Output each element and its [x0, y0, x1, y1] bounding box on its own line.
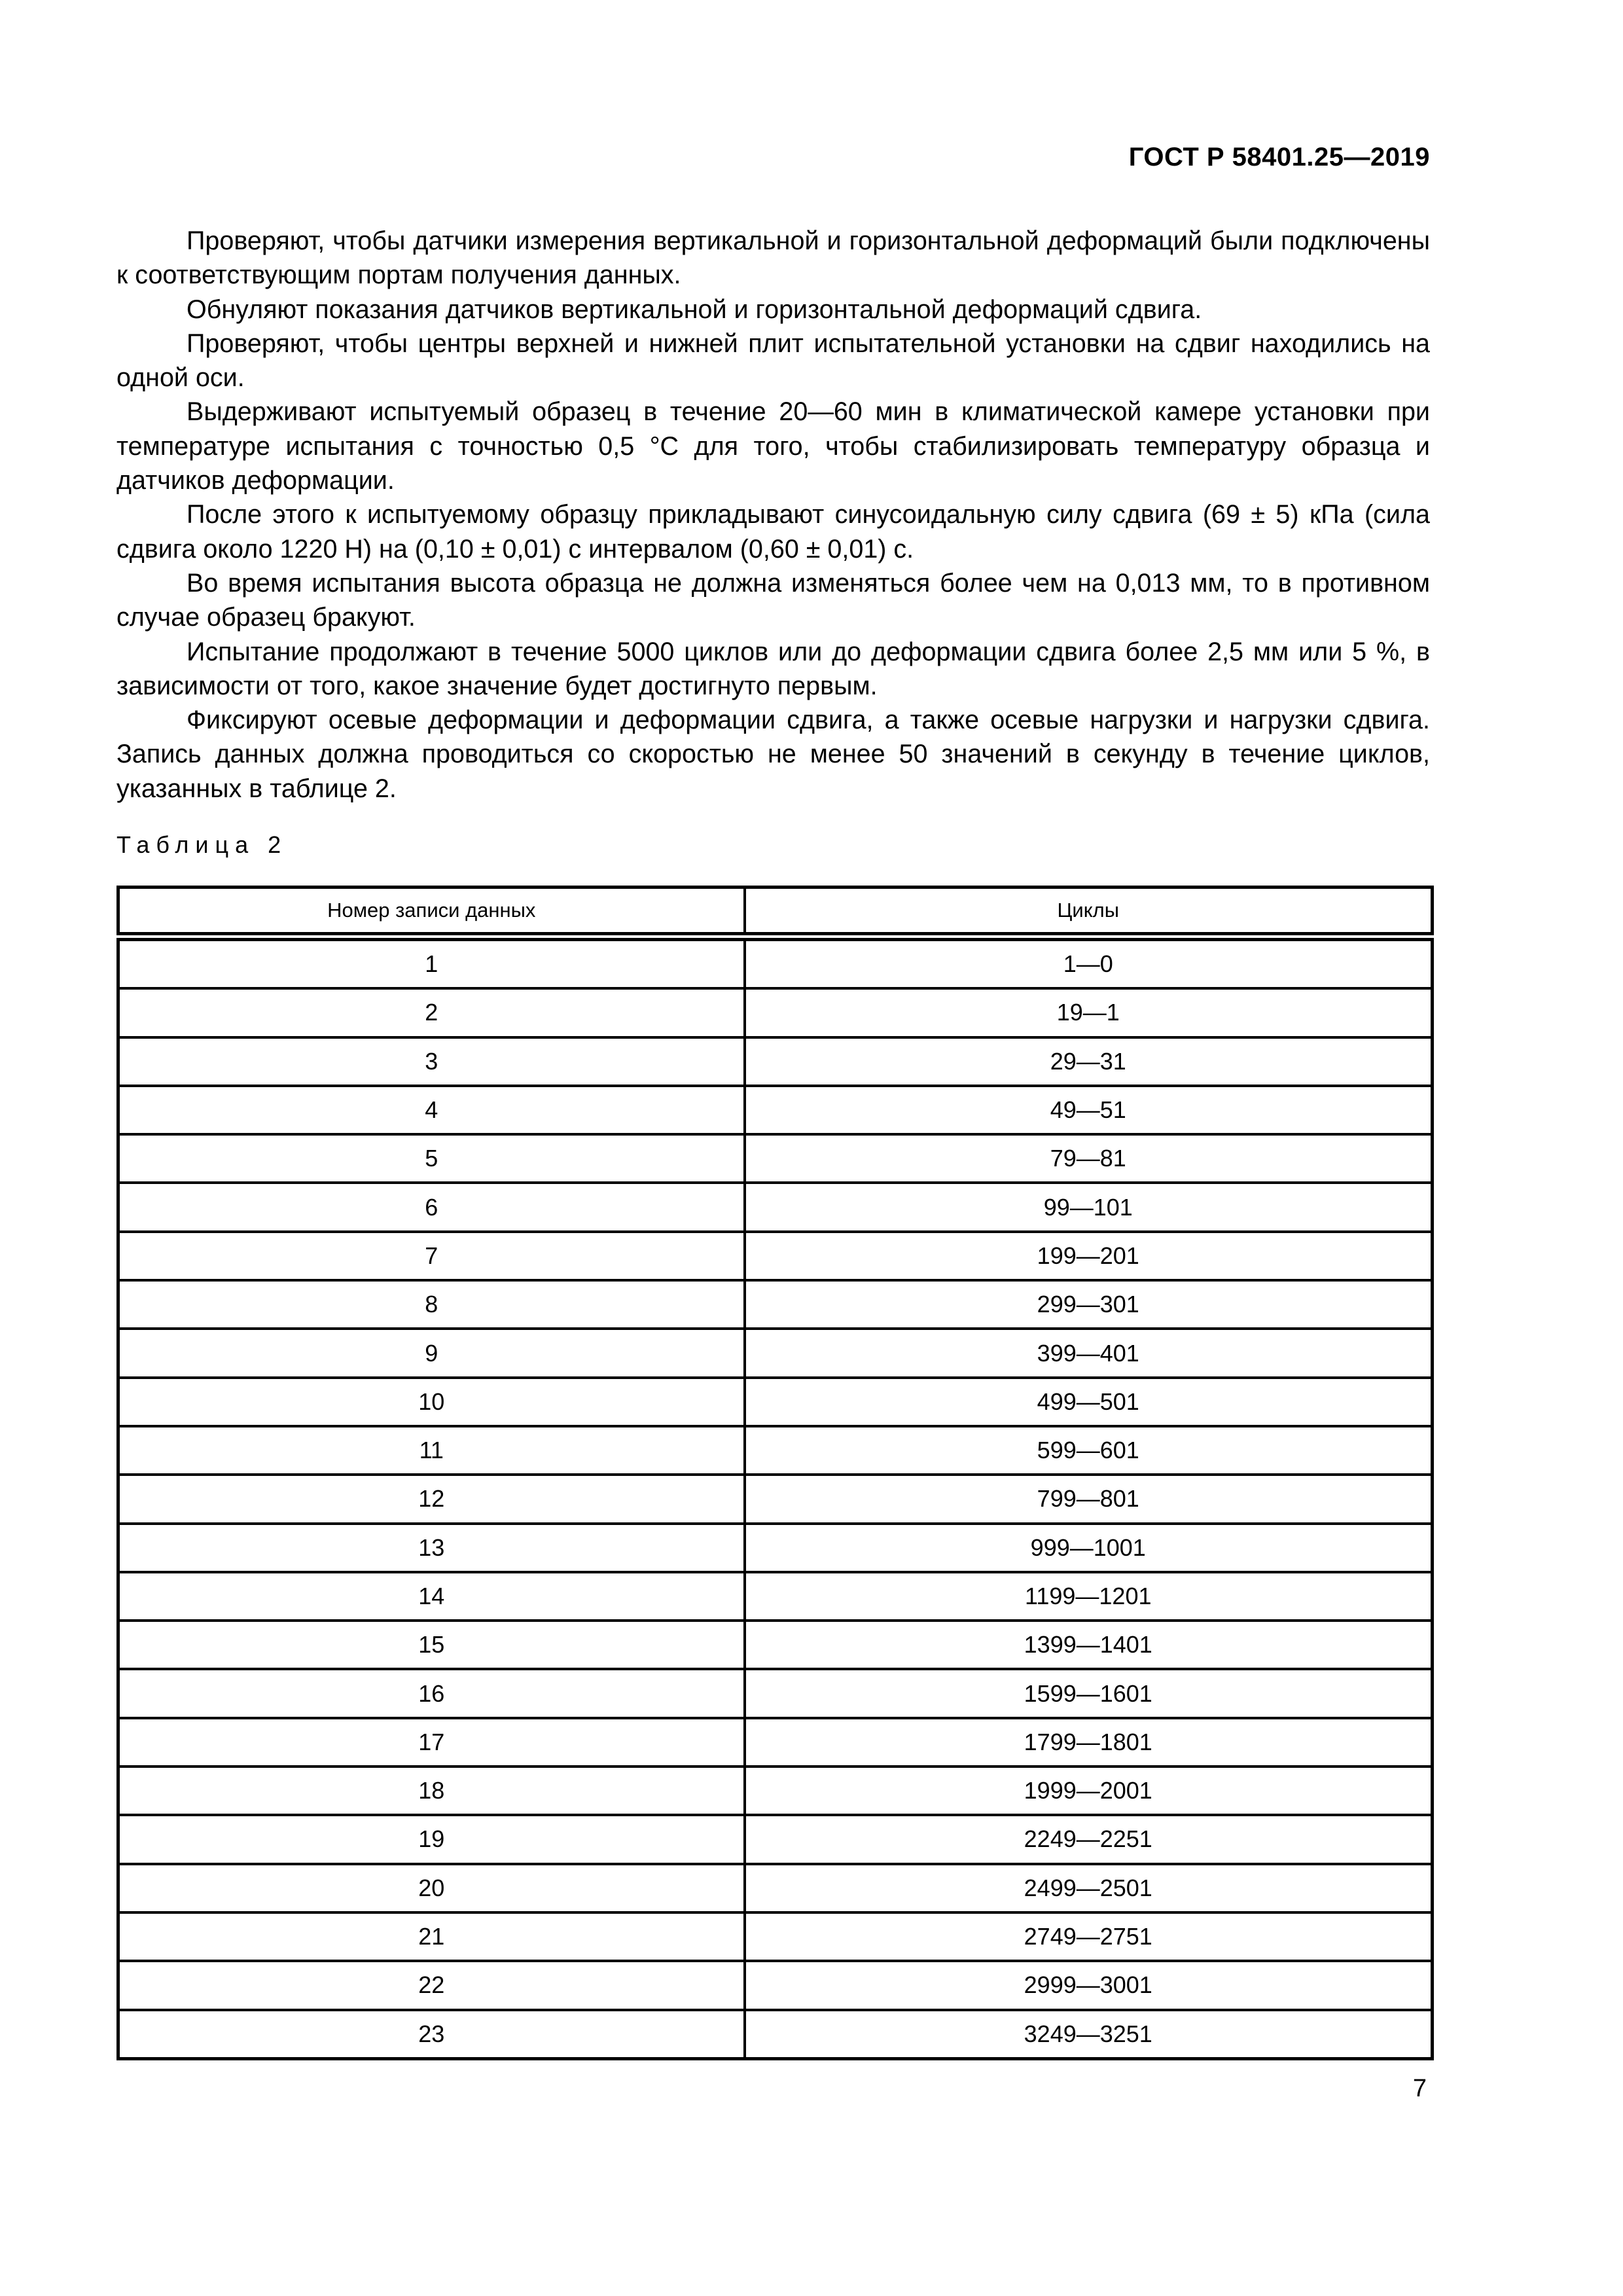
- cycles-cell: 1199—1201: [745, 1572, 1433, 1621]
- cycles-cell: 1999—2001: [745, 1767, 1433, 1815]
- cycles-cell: 19—1: [745, 988, 1433, 1037]
- record-number-cell: 15: [118, 1621, 745, 1669]
- record-number-cell: 7: [118, 1232, 745, 1280]
- document-code-header: ГОСТ Р 58401.25—2019: [1128, 143, 1430, 171]
- cycles-cell: 2999—3001: [745, 1961, 1433, 2009]
- record-number-cell: 10: [118, 1378, 745, 1426]
- paragraph: Проверяют, чтобы датчики измерения вертикальной и горизонтальной деформаций были подключены к соответствующим портам получения данных.: [116, 226, 1430, 290]
- record-number-cell: 3: [118, 1037, 745, 1086]
- cycles-cell: 299—301: [745, 1280, 1433, 1329]
- record-number-cell: 12: [118, 1475, 745, 1523]
- paragraph: Проверяют, чтобы центры верхней и нижней плит испытательной установки на сдвиг находились на одной оси.: [116, 329, 1430, 393]
- cycles-cell: 99—101: [745, 1183, 1433, 1231]
- record-number-cell: 23: [118, 2010, 745, 2059]
- table-row: [118, 1572, 1433, 1621]
- cycles-cell: 2749—2751: [745, 1912, 1433, 1961]
- cycles-cell: 499—501: [745, 1378, 1433, 1426]
- paragraph: Во время испытания высота образца не должна изменяться более чем на 0,013 мм, то в противном случае образец бракуют.: [116, 568, 1430, 632]
- cycles-cell: 799—801: [745, 1475, 1433, 1523]
- record-number-cell: 14: [118, 1572, 745, 1621]
- record-number-cell: 18: [118, 1767, 745, 1815]
- cycles-table: [116, 886, 1434, 2060]
- table-header-row: [118, 888, 1433, 937]
- table-row: [118, 1232, 1433, 1280]
- record-number-cell: 13: [118, 1524, 745, 1572]
- record-number-cell: 1: [118, 937, 745, 988]
- cycles-cell: 1—0: [745, 937, 1433, 988]
- table-row: [118, 1183, 1433, 1231]
- table-row: [118, 1524, 1433, 1572]
- table-row: [118, 988, 1433, 1037]
- record-number-cell: 9: [118, 1329, 745, 1377]
- paragraph: Обнуляют показания датчиков вертикальной и горизонтальной деформаций сдвига.: [187, 295, 1202, 324]
- column-header-cycles: Циклы: [745, 888, 1433, 937]
- table-row: [118, 2010, 1433, 2059]
- record-number-cell: 16: [118, 1669, 745, 1717]
- table-row: [118, 1329, 1433, 1377]
- record-number-cell: 22: [118, 1961, 745, 2009]
- cycles-cell: 79—81: [745, 1134, 1433, 1183]
- paragraph: После этого к испытуемому образцу прикладывают синусоидальную силу сдвига (69 ± 5) кПа (сила сдвига около 1220 Н) на (0,10 ± 0,01) с интервалом (0,60 ± 0,01) с.: [116, 500, 1430, 564]
- record-number-cell: 21: [118, 1912, 745, 1961]
- record-number-cell: 6: [118, 1183, 745, 1231]
- body-text: [116, 224, 1430, 806]
- cycles-cell: 599—601: [745, 1426, 1433, 1475]
- paragraph: Испытание продолжают в течение 5000 циклов или до деформации сдвига более 2,5 мм или 5 %, в зависимости от того, какое значение будет достигнуто первым.: [116, 637, 1430, 700]
- cycles-cell: 2499—2501: [745, 1864, 1433, 1912]
- cycles-cell: 49—51: [745, 1086, 1433, 1134]
- cycles-cell: 399—401: [745, 1329, 1433, 1377]
- cycles-cell: 1799—1801: [745, 1718, 1433, 1767]
- table-row: [118, 1475, 1433, 1523]
- table-row: [118, 1280, 1433, 1329]
- record-number-cell: 20: [118, 1864, 745, 1912]
- table-row: [118, 1864, 1433, 1912]
- cycles-cell: 1599—1601: [745, 1669, 1433, 1717]
- record-number-cell: 11: [118, 1426, 745, 1475]
- table-row: [118, 1718, 1433, 1767]
- table-body: [118, 937, 1433, 2058]
- table-row: [118, 1426, 1433, 1475]
- table-row: [118, 1912, 1433, 1961]
- table-row: [118, 1621, 1433, 1669]
- record-number-cell: 4: [118, 1086, 745, 1134]
- table-row: [118, 1961, 1433, 2009]
- table-row: [118, 1669, 1433, 1717]
- cycles-cell: 199—201: [745, 1232, 1433, 1280]
- cycles-cell: 999—1001: [745, 1524, 1433, 1572]
- cycles-cell: 29—31: [745, 1037, 1433, 1086]
- table-row: [118, 1086, 1433, 1134]
- table-caption: Таблица 2: [116, 831, 288, 858]
- table-row: [118, 1134, 1433, 1183]
- paragraph: Выдерживают испытуемый образец в течение 20—60 мин в климатической камере установки при температуре испытания с точностью 0,5 °С для того, чтобы стабилизировать температуру образца и датчиков деформации.: [116, 397, 1430, 495]
- paragraph: Фиксируют осевые деформации и деформации сдвига, а также осевые нагрузки и нагрузки сдвига. Запись данных должна проводиться со скоростью не менее 50 значений в секунду в течение циклов, указанных в таблице 2.: [116, 706, 1430, 803]
- record-number-cell: 5: [118, 1134, 745, 1183]
- cycles-cell: 2249—2251: [745, 1815, 1433, 1863]
- table-row: [118, 1037, 1433, 1086]
- table-row: [118, 1815, 1433, 1863]
- record-number-cell: 2: [118, 988, 745, 1037]
- record-number-cell: 8: [118, 1280, 745, 1329]
- cycles-cell: 1399—1401: [745, 1621, 1433, 1669]
- page-number: 7: [1412, 2075, 1427, 2102]
- record-number-cell: 17: [118, 1718, 745, 1767]
- column-header-record-number: Номер записи данных: [118, 888, 745, 937]
- table-row: [118, 1378, 1433, 1426]
- cycles-cell: 3249—3251: [745, 2010, 1433, 2059]
- table-row: [118, 937, 1433, 988]
- table-row: [118, 1767, 1433, 1815]
- record-number-cell: 19: [118, 1815, 745, 1863]
